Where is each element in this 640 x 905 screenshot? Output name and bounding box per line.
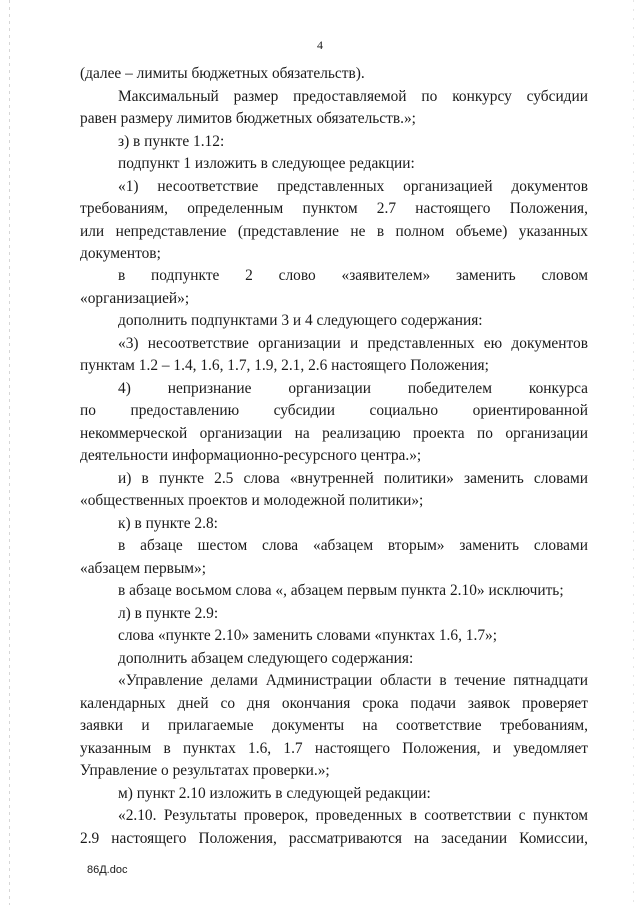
text-line: «абзацем первым»;: [80, 560, 207, 577]
text-line: или непредставление (представление не в полном объеме) указанных: [80, 223, 588, 240]
text-line: документов;: [80, 245, 161, 262]
text-line: «общественных проектов и молодежной политики»;: [80, 492, 424, 509]
text-line: в абзаце восьмом слова «, абзацем первым пункта 2.10» исключить;: [118, 582, 564, 599]
text-line: «Управление делами Администрации области в течение пятнадцати: [118, 672, 588, 689]
text-line: заявки и прилагаемые документы на соответствие требованиям,: [80, 717, 588, 734]
text-line: деятельности информационно-ресурсного центра.»;: [80, 447, 422, 464]
text-line: в подпункте 2 слово «заявителем» заменить словом: [118, 267, 588, 284]
text-line: некоммерческой организации на реализацию проекта по организации: [80, 425, 588, 442]
text-line: (далее – лимиты бюджетных обязательств).: [80, 65, 365, 82]
text-line: по предоставлению субсидии социально ориентированной: [80, 402, 588, 419]
text-line: слова «пункте 2.10» заменить словами «пунктах 1.6, 1.7»;: [118, 627, 498, 644]
text-line: «организацией»;: [80, 290, 190, 307]
text-line: в абзаце шестом слова «абзацем вторым» заменить словами: [118, 537, 588, 554]
text-line: календарных дней со дня окончания срока подачи заявок проверяет: [80, 695, 588, 712]
text-line: дополнить подпунктами 3 и 4 следующего содержания:: [118, 312, 483, 329]
text-line: требованиям, определенным пунктом 2.7 настоящего Положения,: [80, 200, 588, 217]
text-line: пунктам 1.2 – 1.4, 1.6, 1.7, 1.9, 2.1, 2.6 настоящего Положения;: [80, 357, 489, 374]
scan-left-edge: [9, 0, 10, 905]
text-line: указанным в пунктах 1.6, 1.7 настоящего Положения, и уведомляет: [80, 740, 588, 757]
text-line: и) в пункте 2.5 слова «внутренней политики» заменить словами: [118, 470, 588, 487]
text-line: равен размеру лимитов бюджетных обязательств.»;: [80, 110, 416, 127]
text-line: к) в пункте 2.8:: [118, 515, 218, 532]
text-line: м) пункт 2.10 изложить в следующей редакции:: [118, 785, 431, 802]
text-line: з) в пункте 1.12:: [118, 133, 225, 150]
text-line: Управление о результатах проверки.»;: [80, 762, 330, 779]
text-line: «3) несоответствие организации и представленных ею документов: [118, 335, 588, 352]
text-line: «2.10. Результаты проверок, проведенных в соответствии с пунктом: [118, 807, 588, 824]
text-line: л) в пункте 2.9:: [118, 605, 219, 622]
text-line: «1) несоответствие представленных организацией документов: [118, 178, 588, 195]
page-number: 4: [317, 38, 323, 52]
text-line: подпункт 1 изложить в следующее редакции:: [118, 155, 415, 172]
scan-right-edge: [633, 0, 634, 905]
text-line: Максимальный размер предоставляемой по конкурсу субсидии: [118, 88, 588, 105]
footer-filename: 86Д.doc: [87, 864, 128, 876]
text-line: дополнить абзацем следующего содержания:: [118, 650, 414, 667]
text-line: 2.9 настоящего Положения, рассматриваются на заседании Комиссии,: [80, 830, 588, 847]
text-line: 4) непризнание организации победителем конкурса: [118, 380, 588, 397]
